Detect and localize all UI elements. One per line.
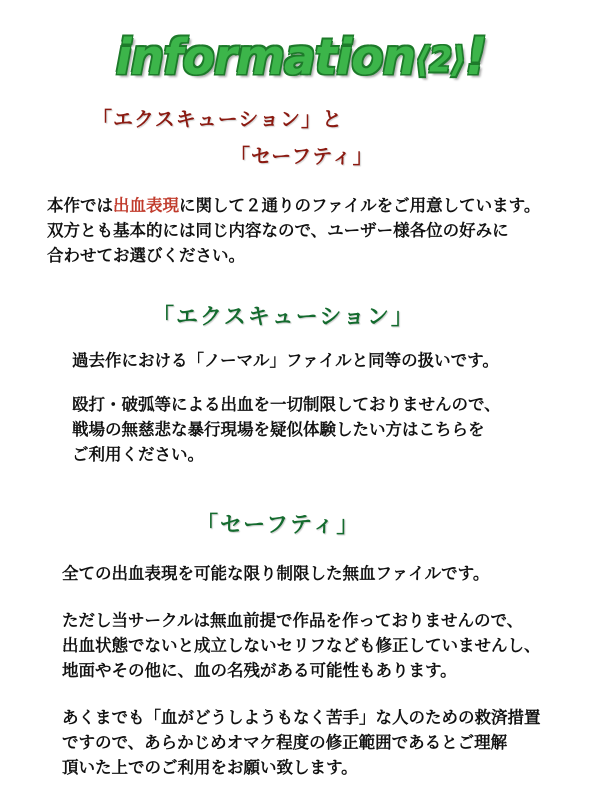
title-block	[0, 0, 602, 85]
subtitle-line-2: 「セーフティ」	[230, 146, 374, 168]
intro-line-1	[47, 193, 582, 218]
safety-paragraph-1	[0, 561, 602, 586]
subtitle-line-1: 「エクスキューション」と	[92, 109, 343, 131]
safety-p2-line-1: ただし当サークルは無血前提で作品を作っておりませんので、	[62, 610, 524, 630]
safety-paragraph-2	[0, 608, 602, 683]
title-main: information	[115, 28, 415, 87]
safety-p3-line-1: あくまでも「血がどうしようもなく苦手」な人のための救済措置	[62, 707, 541, 727]
title-paren: ⟨2⟩	[415, 39, 466, 81]
intro-line-2: 双方とも基本的には同じ内容なので、ユーザー様各位の好みに	[47, 221, 509, 241]
intro-line-1-post: に関して２通りのファイルをご用意しています。	[179, 196, 541, 215]
safety-p3-line-3: 頂いた上でのご利用をお願い致します。	[62, 758, 358, 778]
safety-p2-line-3: 地面やその他に、血の名残がある可能性もあります。	[62, 660, 457, 680]
execution-paragraph-2	[0, 392, 602, 467]
execution-p1-line-1: 過去作における「ノーマル」ファイルと同等の扱いです。	[72, 351, 499, 371]
execution-p2-line-2: 戦場の無慈悲な暴行現場を疑似体験したい方はこちらを	[72, 420, 485, 440]
intro-highlight: 出血表現	[113, 196, 179, 215]
execution-p2-line-3: ご利用ください。	[72, 445, 204, 465]
safety-p1-line-1: 全ての出血表現を可能な限り制限した無血ファイルです。	[62, 563, 490, 583]
section-heading-execution: 「エクスキューション」	[152, 304, 415, 330]
safety-paragraph-3	[0, 705, 602, 780]
section-heading-safety: 「セーフティ」	[196, 511, 361, 537]
intro-line-1-pre: 本作では	[47, 196, 113, 215]
safety-p3-line-2: ですので、あらかじめオマケ程度の修正範囲であるとご理解	[62, 732, 508, 752]
title-bang: !	[465, 26, 487, 87]
intro-paragraph	[0, 193, 602, 268]
execution-p2-line-1: 殴打・破弧等による出血を一切制限しておりませんので、	[72, 395, 501, 415]
page-title	[115, 27, 486, 87]
safety-p2-line-2: 出血状態でないと成立しないセリフなども修正していませんし、	[62, 635, 541, 655]
intro-line-3: 合わせてお選びください。	[47, 246, 245, 266]
execution-paragraph-1	[0, 348, 602, 373]
